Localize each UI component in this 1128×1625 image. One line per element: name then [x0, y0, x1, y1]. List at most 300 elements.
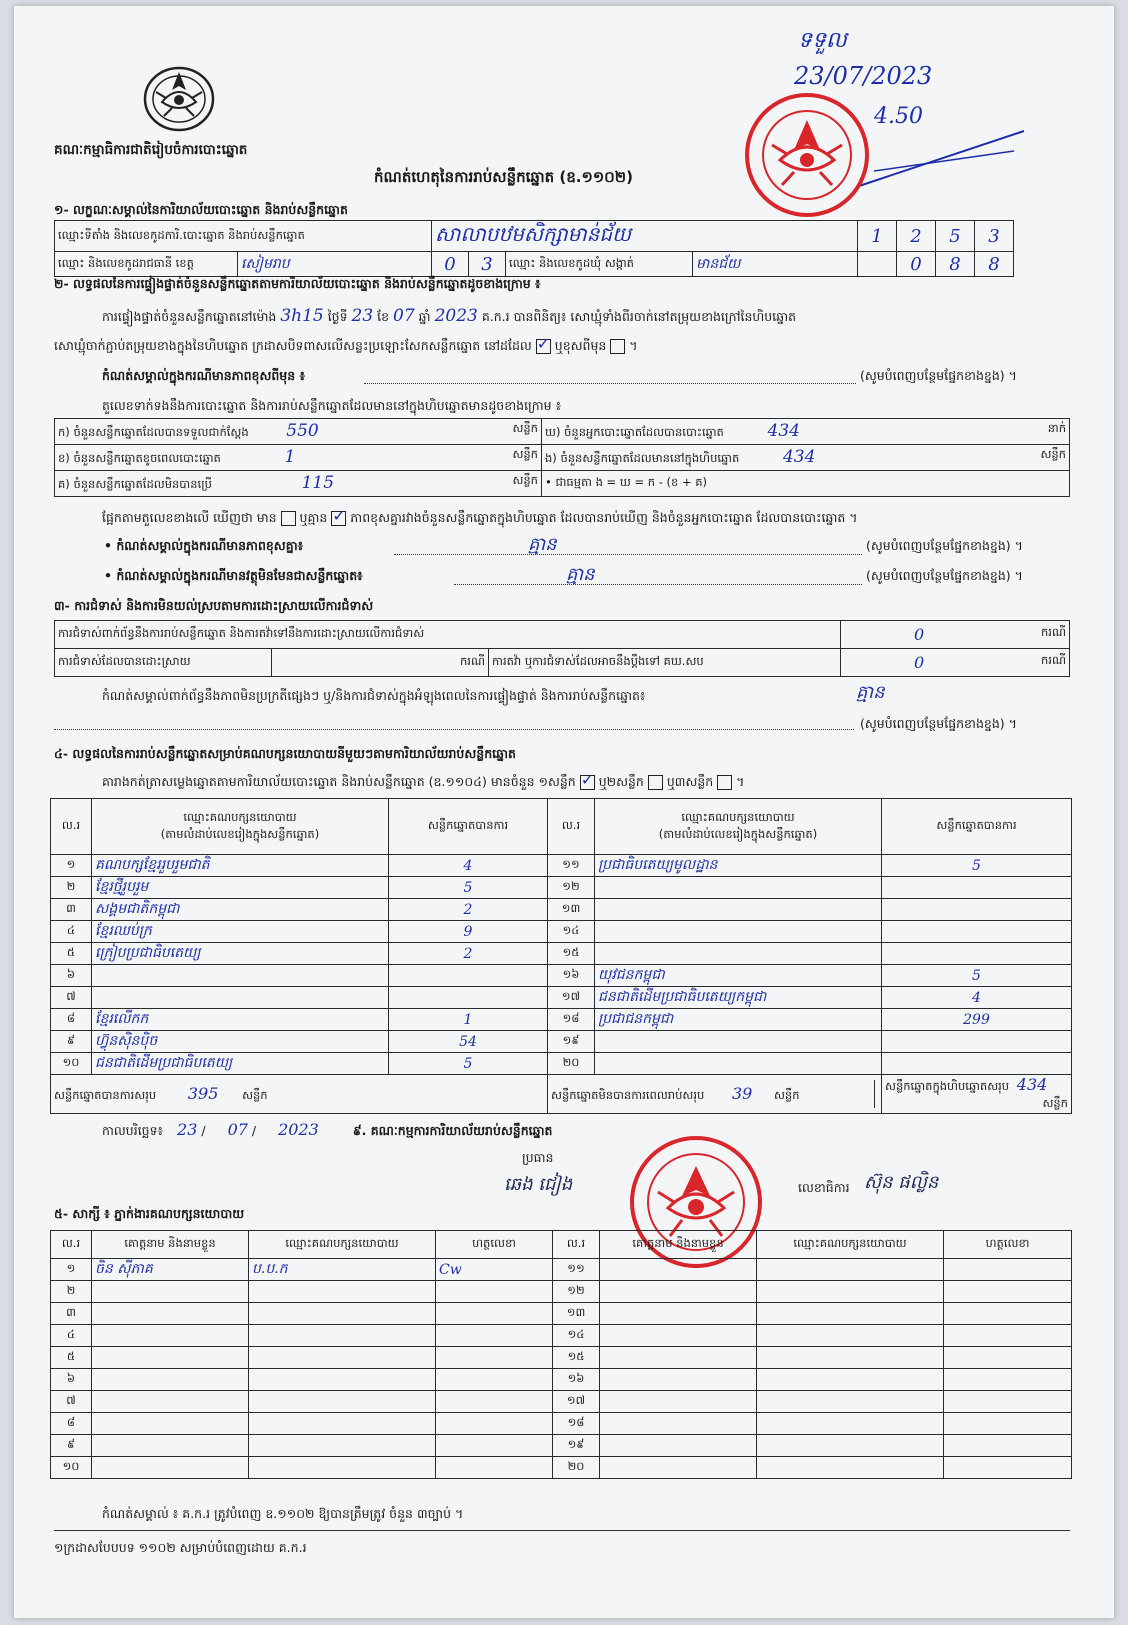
witness-name	[92, 1391, 249, 1413]
result-party: ជនជាតិដើមប្រជាធិបតេយ្យ	[92, 1053, 389, 1075]
month-value: 07	[393, 306, 415, 326]
row2-value: សៀមរាប	[241, 255, 290, 272]
receipt-time: 4.50	[874, 104, 923, 129]
witness-name-r	[600, 1457, 757, 1479]
section4-heading: ៤- លទ្ធផលនៃការរាប់សន្លឹកឆ្នោតសម្រាប់គណបក្សនយោបាយនីមួយៗតាមការិយាល័យរាប់សន្លឹកឆ្នោត	[54, 746, 516, 761]
witness-name	[92, 1325, 249, 1347]
result-no: ៦	[51, 965, 92, 987]
witness-sign	[436, 1347, 553, 1369]
witness-party-r	[757, 1413, 944, 1435]
result-votes-r	[882, 921, 1072, 943]
witness-party-r	[757, 1391, 944, 1413]
result-no-r: ២០	[548, 1053, 595, 1075]
section1-heading: ១- លក្ខណៈសម្គាល់នៃការិយាល័យបោះឆ្នោត និងរាប់សន្លឹកឆ្នោត	[54, 202, 348, 217]
seal-line: សោឃ្មុំចាក់ភ្ជាប់តម្រុយខាងក្នុងនៃហិបឆ្នោត ក្រដាសបិទពាសលើសន្លះប្រឡោះសែកសន្លឹកឆ្នោត នៅដដែល ✓ ឬខុសពីមុន ។	[54, 338, 638, 354]
witness-sign	[436, 1457, 553, 1479]
witness-party-r	[757, 1369, 944, 1391]
result-no-r: ១៧	[548, 987, 595, 1009]
result-party: ខ្មែរថ្មីរួបរួម	[92, 877, 389, 899]
witness-sign-r	[944, 1325, 1072, 1347]
invalid-label: សន្លឹកឆ្នោតមិនបានការពេលរាប់សរុប	[551, 1087, 705, 1102]
a-value: 550	[286, 421, 319, 441]
code1-1: 1	[858, 221, 897, 252]
result-no: ១	[51, 855, 92, 877]
table-row	[51, 1369, 1072, 1391]
result-party-r: យុវជនកម្ពុជា	[595, 965, 882, 987]
witness-name-r	[600, 1413, 757, 1435]
witness-name-r	[600, 1281, 757, 1303]
section1-table	[54, 220, 1014, 277]
time-line	[102, 306, 796, 326]
result-votes	[389, 987, 548, 1009]
result-no: ៣	[51, 899, 92, 921]
a-unit: សន្លឹក	[512, 421, 538, 435]
result-party-r	[595, 921, 882, 943]
note2-dotline	[394, 554, 862, 555]
note2-fill: (សូមបំពេញបន្ថែមផ្នែកខាងខ្នង) ។	[866, 538, 1023, 553]
result-votes-r: 5	[882, 855, 1072, 877]
witness-party-r	[757, 1281, 944, 1303]
code3-1: 0	[897, 252, 936, 277]
note3-fill: (សូមបំពេញបន្ថែមផ្នែកខាងខ្នង) ។	[866, 568, 1023, 583]
valid-label: សន្លឹកឆ្នោតបានការសរុប	[54, 1087, 157, 1102]
has-diff-checkbox[interactable]	[281, 511, 296, 526]
result-party-r	[595, 877, 882, 899]
code1-2: 2	[897, 221, 936, 252]
col-party-sub-r: (តាមលំដាប់លេខរៀងក្នុងសន្លឹកឆ្នោត)	[658, 826, 818, 841]
emblem-icon	[142, 62, 216, 134]
w-col-name: គោត្តនាម និងនាមខ្លួន	[92, 1231, 249, 1259]
table-row	[51, 1391, 1072, 1413]
day-label: ថ្ងៃទី	[327, 309, 348, 324]
result-party-r	[595, 1053, 882, 1075]
table-row	[51, 1259, 1072, 1281]
witness-name: ចិន ស៊ីភាគ	[92, 1259, 249, 1281]
witness-no-r: ១៩	[553, 1435, 600, 1457]
result-votes: 2	[389, 943, 548, 965]
e-label: ង) ចំនួនសន្លឹកឆ្នោតដែលមាននៅក្នុងហិបឆ្នោត	[545, 451, 740, 465]
witness-name-r	[600, 1369, 757, 1391]
objection-r2-unit: ករណី	[272, 649, 489, 677]
result-votes-r	[882, 1053, 1072, 1075]
w-col-name-r: គោត្តនាម និងនាមខ្លួន	[600, 1231, 757, 1259]
day-value: 23	[351, 306, 374, 326]
footer-text: ១ក្រដាសបែបបទ ១១០២ សម្រាប់បំពេញដោយ គ.ក.រ	[54, 1540, 307, 1555]
three-sheet-checkbox[interactable]	[717, 775, 732, 790]
e-unit: សន្លឹក	[1040, 447, 1066, 461]
footer-rule	[54, 1530, 1070, 1531]
witness-no-r: ១៥	[553, 1347, 600, 1369]
row1-value: សាលាបឋមសិក្សាមាន់ជ័យ	[432, 221, 858, 252]
b-unit: សន្លឹក	[512, 447, 538, 461]
witness-sign: Cw	[436, 1259, 553, 1281]
result-party: ក្រៀបប្រជាធិបតេយ្យ	[92, 943, 389, 965]
result-party: ខ្មែរលើកក	[92, 1009, 389, 1031]
witness-no: ៨	[51, 1413, 92, 1435]
comp-label-b: ឬគ្មាន	[299, 510, 328, 525]
witness-party	[249, 1391, 436, 1413]
table-row	[51, 1325, 1072, 1347]
result-no: ២	[51, 877, 92, 899]
note3-dotline	[454, 584, 862, 585]
count-table	[54, 418, 1070, 497]
objection-r2-label: ការជំទាស់ដែលបានដោះស្រាយ	[55, 649, 272, 677]
table-row	[51, 899, 1072, 921]
witness-party	[249, 1281, 436, 1303]
time-line-rest: គ.ក.រ បានពិនិត្យ៖ សោឃ្មុំទាំងពីរចាក់នៅតម្រុយខាងក្រៅនៃហិបឆ្នោត	[481, 309, 797, 324]
code2-blank	[858, 252, 897, 277]
col-party-r: ឈ្មោះគណបក្សនយោបាយ	[681, 809, 795, 824]
intro-text: តួលេខទាក់ទងនឹងការបោះឆ្នោត និងការរាប់សន្លឹកឆ្នោតដែលមាននៅក្នុងហិបឆ្នោតមានដូចខាងក្រោម ៖	[102, 398, 562, 413]
witness-name	[92, 1435, 249, 1457]
witness-no: ៦	[51, 1369, 92, 1391]
result-no: ៤	[51, 921, 92, 943]
table-row	[51, 1281, 1072, 1303]
result-party-r: ជនជាតិដើមប្រជាធិបតេយ្យកម្ពុជា	[595, 987, 882, 1009]
result-votes-r	[882, 943, 1072, 965]
witness-sign-r	[944, 1369, 1072, 1391]
witness-name	[92, 1413, 249, 1435]
row1-label: ឈ្មោះទីតាំង និងលេខកូដការិ.បោះឆ្នោត និងរាប់សន្លឹកឆ្នោត	[55, 221, 432, 252]
witness-sign-r	[944, 1457, 1072, 1479]
witness-name-r	[600, 1303, 757, 1325]
result-no: ៥	[51, 943, 92, 965]
table-row	[51, 877, 1072, 899]
witness-no: ១០	[51, 1457, 92, 1479]
two-sheet-checkbox[interactable]	[648, 775, 663, 790]
section3-note-fill: (សូមបំពេញបន្ថែមផ្នែកខាងខ្នង) ។	[860, 716, 1017, 731]
table-row	[51, 855, 1072, 877]
form-sheet	[14, 6, 1114, 1618]
form-title: កំណត់ហេតុនៃការរាប់សន្លឹកឆ្នោត (ឧ.១១០២)	[374, 168, 634, 186]
result-no: ៨	[51, 1009, 92, 1031]
result-no: ១០	[51, 1053, 92, 1075]
result-votes	[389, 965, 548, 987]
result-no-r: ១៣	[548, 899, 595, 921]
witness-party	[249, 1325, 436, 1347]
witness-name	[92, 1281, 249, 1303]
witness-party	[249, 1435, 436, 1457]
note3: • កំណត់សម្គាល់ក្នុងករណីមានវត្ថុមិនមែនជាសន្លឹកឆ្នោត៖	[104, 568, 363, 583]
witness-no-r: ១៦	[553, 1369, 600, 1391]
witness-sign-r	[944, 1391, 1072, 1413]
c-unit: សន្លឹក	[512, 473, 538, 487]
date-label: កាលបរិច្ឆេទ៖	[102, 1123, 164, 1138]
result-party	[92, 965, 389, 987]
witness-name-r	[600, 1347, 757, 1369]
sheets-line: គារាងកត់ត្រាសម្លេងឆ្នោតតាមការិយាល័យបោះឆ្នោត និងរាប់សន្លឹកឆ្នោត (ឧ.១១០៤) មានចំនួន ១សន្លឹក ✓ ឬ២សន្លឹក ឬ៣សន្លឹក ។	[102, 774, 744, 790]
witness-name-r	[600, 1325, 757, 1347]
result-party: គណបក្សខ្មែររួបរួមជាតិ	[92, 855, 389, 877]
witness-no: ៥	[51, 1347, 92, 1369]
section3-note: កំណត់សម្គាល់ពាក់ព័ន្ធនឹងភាពមិនប្រក្រតីផ្សេងៗ ឬ/និងការជំទាស់ក្នុងអំឡុងពេលនៃការផ្ទៀងផ្ទាត់ និងការរាប់សន្លឹកឆ្នោត៖	[102, 688, 646, 703]
result-no: ៩	[51, 1031, 92, 1053]
result-no-r: ១៨	[548, 1009, 595, 1031]
witness-party	[249, 1369, 436, 1391]
witness-sign-r	[944, 1303, 1072, 1325]
section5-heading: ៥- សាក្សី ៖ ភ្នាក់ងារគណបក្សនយោបាយ	[54, 1206, 245, 1221]
objection-r2-unit2: ករណី	[1041, 653, 1066, 667]
receipt-scribble-icon	[854, 116, 1034, 196]
date-line: កាលបរិច្ឆេទ៖ 23 / 07 / 2023 ៩. គណៈកម្មការការិយាល័យរាប់សន្លឹកឆ្នោត	[102, 1120, 553, 1139]
witness-party	[249, 1413, 436, 1435]
witness-no: ១	[51, 1259, 92, 1281]
result-no-r: ១១	[548, 855, 595, 877]
result-party-r: ប្រជាជនកម្ពុជា	[595, 1009, 882, 1031]
w-col-sign-r: ហត្ថលេខា	[944, 1231, 1072, 1259]
col-party: ឈ្មោះគណបក្សនយោបាយ	[183, 809, 297, 824]
witness-sign-r	[944, 1435, 1072, 1457]
row2-label: ឈ្មោះ និងលេខកូដរាជធានី ខេត្ត	[55, 252, 238, 276]
table-row	[51, 1009, 1072, 1031]
sheets-label-b: ឬ២សន្លឹក	[598, 774, 644, 789]
witness-no-r: ១៨	[553, 1413, 600, 1435]
valid-value: 395	[187, 1083, 219, 1103]
result-votes: 5	[389, 877, 548, 899]
b-label: ខ) ចំនួនសន្លឹកឆ្នោតខូចពេលបោះឆ្នោត	[58, 451, 221, 465]
comp-label: ផ្អែកតាមតួលេខខាងលើ ឃើញថា មាន	[102, 510, 277, 525]
receipt-label: ទទួល	[798, 28, 847, 53]
witness-sign	[436, 1281, 553, 1303]
w-col-party-r: ឈ្មោះគណបក្សនយោបាយ	[757, 1231, 944, 1259]
result-party-r	[595, 899, 882, 921]
note3-value: គ្មាន	[566, 564, 595, 585]
year-label: ឆ្នាំ	[418, 309, 431, 324]
formula: • ជាធម្មតា ង = ឃ = ក - (ខ + គ)	[542, 471, 1070, 497]
result-no-r: ១៦	[548, 965, 595, 987]
witness-party-r	[757, 1435, 944, 1457]
d-value: 434	[767, 421, 800, 441]
witness-no: ៣	[51, 1303, 92, 1325]
result-party: ខ្មែរឈប់ក្រ	[92, 921, 389, 943]
w-col-no-r: ល.រ	[553, 1231, 600, 1259]
red-stamp-icon	[742, 90, 872, 220]
row2-value2: មានជ័យ	[696, 255, 741, 272]
sheets-label-c: ឬ៣សន្លឹក	[666, 774, 714, 789]
secretary-label: លេខាធិការ	[798, 1180, 850, 1195]
col-votes-r: សន្លឹកឆ្នោតបានការ	[882, 799, 1072, 855]
table-row	[51, 943, 1072, 965]
witness-party-r	[757, 1325, 944, 1347]
witness-party	[249, 1303, 436, 1325]
receipt-date: 23/07/2023	[794, 62, 933, 90]
section3-heading: ៣- ការជំទាស់ និងការមិនយល់ស្របតាមការដោះស្រាយលើការជំទាស់	[54, 598, 374, 613]
valid-unit: សន្លឹក	[242, 1087, 268, 1102]
month-label: ខែ	[377, 309, 390, 324]
witness-sign-r	[944, 1281, 1072, 1303]
results-table	[50, 798, 1072, 1114]
result-no-r: ១៩	[548, 1031, 595, 1053]
total-value: 434	[1016, 1075, 1048, 1094]
witness-sign-r	[944, 1347, 1072, 1369]
table-row	[51, 1053, 1072, 1075]
time-value: 3h15	[280, 306, 324, 326]
result-no: ៧	[51, 987, 92, 1009]
different-checkbox[interactable]	[610, 339, 625, 354]
note1-dotline	[364, 383, 856, 384]
result-votes: 4	[389, 855, 548, 877]
witness-name	[92, 1457, 249, 1479]
witness-party-r	[757, 1259, 944, 1281]
witness-sign	[436, 1303, 553, 1325]
org-name: គណៈកម្មាធិការជាតិរៀបចំការបោះឆ្នោត	[54, 142, 248, 158]
witness-party: ប.ប.ក	[249, 1259, 436, 1281]
col-party-sub: (តាមលំដាប់លេខរៀងក្នុងសន្លឹកឆ្នោត)	[160, 826, 320, 841]
objection-r1-unit: ករណី	[1041, 625, 1066, 639]
witness-table	[50, 1230, 1072, 1479]
invalid-value: 39	[731, 1083, 753, 1103]
date-day: 23	[177, 1120, 198, 1139]
sheets-label: គារាងកត់ត្រាសម្លេងឆ្នោតតាមការិយាល័យបោះឆ្នោត និងរាប់សន្លឹកឆ្នោត (ឧ.១១០៤) មានចំនួន ១សន្លឹក	[102, 774, 576, 789]
w-col-party: ឈ្មោះគណបក្សនយោបាយ	[249, 1231, 436, 1259]
objection-r1-value: 0	[914, 625, 925, 644]
objection-table	[54, 620, 1070, 677]
section3-dotline	[54, 729, 854, 730]
result-votes: 2	[389, 899, 548, 921]
date-month: 07	[227, 1120, 248, 1139]
witness-name	[92, 1347, 249, 1369]
result-party: សង្គមជាតិកម្ពុជា	[92, 899, 389, 921]
result-no-r: ១២	[548, 877, 595, 899]
total-unit: សន្លឹក	[1042, 1096, 1068, 1110]
witness-name	[92, 1369, 249, 1391]
total-label: សន្លឹកឆ្នោតក្នុងហិបឆ្នោតសរុប	[885, 1079, 1010, 1093]
result-party-r: ប្រជាធិបតេយ្យមូលដ្ឋាន	[595, 855, 882, 877]
a-label: ក) ចំនួនសន្លឹកឆ្នោតដែលបានទទួលជាក់ស្តែង	[58, 425, 249, 439]
c-value: 115	[301, 473, 335, 493]
witness-sign-r	[944, 1413, 1072, 1435]
col-votes: សន្លឹកឆ្នោតបានការ	[389, 799, 548, 855]
objection-r2-label2: ការតវ៉ា ឬការជំទាស់ដែលអាចនឹងប្តឹងទៅ គឃ.សប	[489, 649, 841, 677]
time-label: ការផ្ទៀងផ្ទាត់ចំនួនសន្លឹកឆ្នោតនៅម៉ោង	[102, 309, 277, 324]
result-votes: 54	[389, 1031, 548, 1053]
no-diff-checkbox[interactable]	[331, 511, 346, 526]
c-label: គ) ចំនួនសន្លឹកឆ្នោតដែលមិនបានប្រើ	[58, 477, 212, 491]
witness-no-r: ១៤	[553, 1325, 600, 1347]
result-party-r	[595, 943, 882, 965]
code1-3: 5	[936, 221, 975, 252]
witness-no: ២	[51, 1281, 92, 1303]
witness-sign	[436, 1369, 553, 1391]
code2-2: 3	[469, 252, 506, 277]
witness-no-r: ១៣	[553, 1303, 600, 1325]
table-row	[51, 1031, 1072, 1053]
witness-party-r	[757, 1457, 944, 1479]
result-party: ហ៊្វុនស៊ិនប៉ិច	[92, 1031, 389, 1053]
result-votes: 9	[389, 921, 548, 943]
secretary-name: ស៊ុន ផល្លិន	[864, 1172, 939, 1193]
note1-fill: (សូមបំពេញបន្ថែមផ្នែកខាងខ្នង) ។	[860, 368, 1017, 383]
code3-3: 8	[975, 252, 1014, 277]
year-value: 2023	[434, 306, 478, 326]
witness-no-r: ១១	[553, 1259, 600, 1281]
result-votes-r	[882, 877, 1072, 899]
e-value: 434	[782, 447, 816, 467]
witness-sign	[436, 1325, 553, 1347]
witness-sign	[436, 1413, 553, 1435]
code1-4: 3	[975, 221, 1014, 252]
note1: កំណត់សម្គាល់ក្នុងករណីមានភាពខុសពីមុន ៖	[102, 368, 306, 383]
d-label: ឃ) ចំនួនអ្នកបោះឆ្នោតដែលបានបោះឆ្នោត	[545, 425, 724, 439]
result-party-r	[595, 1031, 882, 1053]
result-party	[92, 987, 389, 1009]
comparison-line	[102, 510, 858, 526]
witness-sign-r	[944, 1259, 1072, 1281]
section3-note-value: គ្មាន	[856, 682, 885, 703]
committee-label: ៩. គណៈកម្មការការិយាល័យរាប់សន្លឹកឆ្នោត	[352, 1123, 553, 1138]
witness-name	[92, 1303, 249, 1325]
witness-no-r: ១៧	[553, 1391, 600, 1413]
witness-party	[249, 1347, 436, 1369]
result-votes-r: 5	[882, 965, 1072, 987]
witness-party-r	[757, 1347, 944, 1369]
result-votes-r: 299	[882, 1009, 1072, 1031]
result-no-r: ១៥	[548, 943, 595, 965]
comp-text: ភាពខុសគ្នារវាងចំនួនសន្លឹកឆ្នោតក្នុងហិបឆ្នោត ដែលបានរាប់ឃើញ និងចំនួនអ្នកបោះឆ្នោត ដែលបានបោះឆ្នោត ។	[350, 510, 858, 525]
row2-label2: ឈ្មោះ និងលេខកូដឃុំ សង្កាត់	[506, 252, 693, 276]
same-checkbox[interactable]	[536, 339, 551, 354]
table-row	[51, 1413, 1072, 1435]
table-row	[51, 987, 1072, 1009]
table-row	[51, 1457, 1072, 1479]
table-row	[51, 965, 1072, 987]
witness-sign	[436, 1435, 553, 1457]
result-votes: 5	[389, 1053, 548, 1075]
objection-r1-label: ការជំទាស់ពាក់ព័ន្ធនឹងការរាប់សន្លឹកឆ្នោត និងការតវ៉ាទៅនឹងការដោះស្រាយលើការជំទាស់	[55, 621, 841, 649]
table-row	[51, 1435, 1072, 1457]
code3-2: 8	[936, 252, 975, 277]
witness-party	[249, 1457, 436, 1479]
result-votes: 1	[389, 1009, 548, 1031]
objection-r2-value: 0	[914, 653, 925, 672]
witness-no-r: ១២	[553, 1281, 600, 1303]
table-row	[51, 1347, 1072, 1369]
w-col-sign: ហត្ថលេខា	[436, 1231, 553, 1259]
witness-name-r	[600, 1259, 757, 1281]
witness-sign	[436, 1391, 553, 1413]
section2-heading: ២- លទ្ធផលនៃការផ្ទៀងផ្ទាត់ចំនួនសន្លឹកឆ្នោតតាមការិយាល័យបោះឆ្នោត និងរាប់សន្លឹកឆ្នោតដូចខាងក្រោម ៖	[54, 276, 541, 291]
witness-party-r	[757, 1303, 944, 1325]
witness-no: ៤	[51, 1325, 92, 1347]
date-year: 2023	[278, 1120, 319, 1139]
witness-name-r	[600, 1391, 757, 1413]
col-no: ល.រ	[51, 799, 92, 855]
seal-text: សោឃ្មុំចាក់ភ្ជាប់តម្រុយខាងក្នុងនៃហិបឆ្នោត ក្រដាសបិទពាសលើសន្លះប្រឡោះសែកសន្លឹកឆ្នោត នៅដដែល	[54, 338, 532, 353]
code2-1: 0	[432, 252, 469, 277]
chair-name: ឆេង ជៀង	[504, 1174, 573, 1195]
witness-no-r: ២០	[553, 1457, 600, 1479]
result-votes-r	[882, 1031, 1072, 1053]
table-row	[51, 1303, 1072, 1325]
invalid-unit: សន្លឹក	[773, 1087, 800, 1102]
result-votes-r	[882, 899, 1072, 921]
witness-no: ៧	[51, 1391, 92, 1413]
witness-name-r	[600, 1435, 757, 1457]
one-sheet-checkbox[interactable]	[580, 775, 595, 790]
note2: • កំណត់សម្គាល់ក្នុងករណីមានភាពខុសគ្នា៖	[104, 538, 304, 553]
seal-text-b: ឬខុសពីមុន	[554, 338, 607, 353]
note2-value: គ្មាន	[528, 534, 557, 555]
witness-no: ៩	[51, 1435, 92, 1457]
table-row	[51, 921, 1072, 943]
col-no-r: ល.រ	[548, 799, 595, 855]
result-votes-r: 4	[882, 987, 1072, 1009]
chair-label: ប្រធាន	[522, 1150, 554, 1165]
d-unit: នាក់	[1047, 421, 1066, 435]
result-no-r: ១៤	[548, 921, 595, 943]
w-col-no: ល.រ	[51, 1231, 92, 1259]
b-value: 1	[284, 447, 296, 467]
